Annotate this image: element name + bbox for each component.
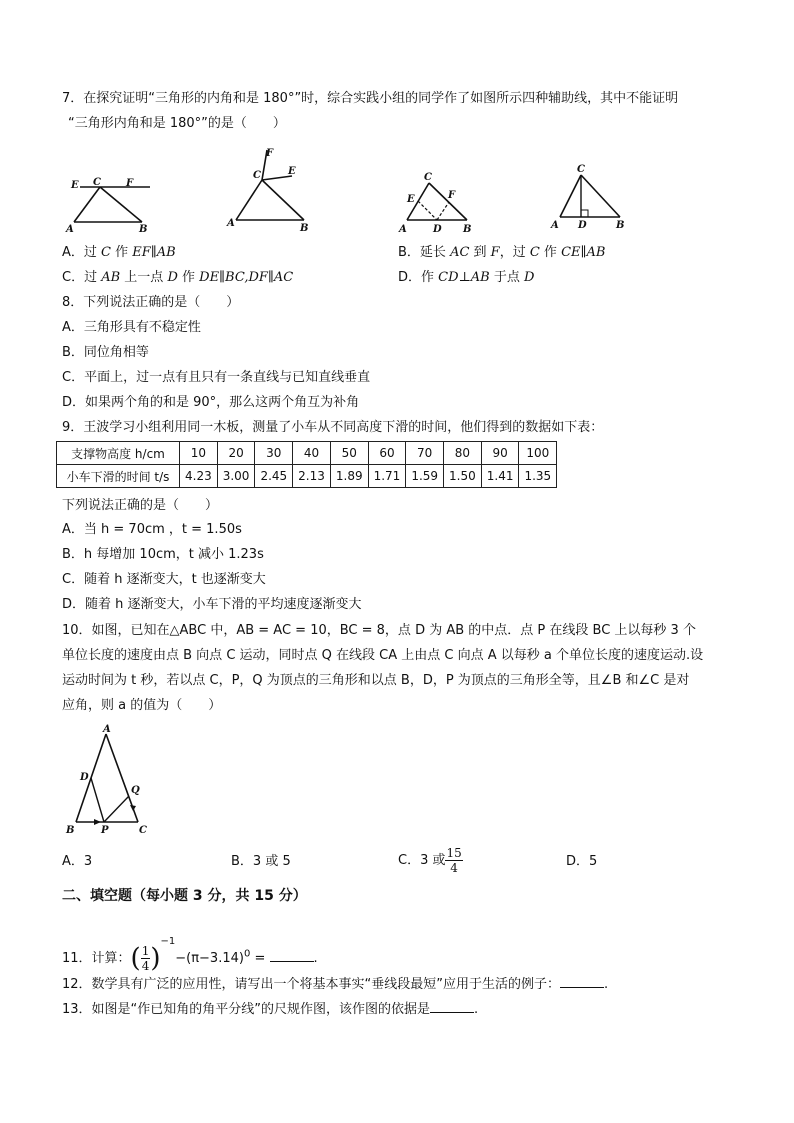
q9-table-row-time (57, 465, 557, 488)
q10-option-a: A．3 (62, 854, 93, 869)
section-2-title: 二、填空题（每小题 3 分，共 15 分） (62, 888, 307, 904)
q9-height-cell: 80 (444, 442, 482, 465)
fig3-label-c: C (424, 172, 432, 183)
q10-label-q: Q (131, 785, 140, 796)
fig1-label-c: C (93, 177, 101, 188)
q12-text: 12．数学具有广泛的应用性，请写出一个将基本事实“垂线段最短”应用于生活的例子： . (62, 977, 609, 992)
q7-option-d: D．作 CD⊥AB 于点 D (398, 270, 535, 285)
q9-stem: 9．王波学习小组利用同一木板，测量了小车从不同高度下滑的时间，他们得到的数据如下表： (62, 420, 604, 435)
q9-option-c: C．随着 h 逐渐变大，t 也逐渐变大 (62, 572, 266, 587)
q9-time-cell: 1.50 (444, 465, 482, 488)
fig2-label-f: F (266, 148, 274, 159)
fig4-label-d: D (578, 220, 587, 231)
q8-option-d: D．如果两个角的和是 90°，那么这两个角互为补角 (62, 395, 360, 410)
q9-time-cell: 1.59 (406, 465, 444, 488)
q10-option-b: B．3 或 5 (231, 854, 291, 869)
q10-option-c: C．3 或 $\frac{15}{4}$ (398, 846, 462, 875)
q7-stem-line2: “三角形内角和是 180°”的是（ ） (68, 116, 286, 131)
fig1-label-e: E (71, 180, 79, 191)
q13-text: 13．如图是“作已知角的角平分线”的尺规作图，该作图的依据是 . (62, 1002, 479, 1017)
q9-time-cell: 1.41 (481, 465, 519, 488)
q9-height-cell: 60 (368, 442, 406, 465)
q10-label-p: P (101, 825, 109, 836)
q8-option-c: C．平面上，过一点有且只有一条直线与已知直线垂直 (62, 370, 371, 385)
q10-label-a: A (103, 724, 111, 735)
q9-time-cell: 3.00 (217, 465, 255, 488)
q9-option-a: A．当 h = 70cm ，t = 1.50s (62, 522, 242, 537)
q7-figure-4 (548, 160, 633, 240)
fig3-label-e: E (407, 194, 415, 205)
q10-label-b: B (66, 825, 75, 836)
q9-time-cell: 1.71 (368, 465, 406, 488)
q7-option-b: B．延长 AC 到 F，过 C 作 CE∥AB (398, 245, 606, 260)
q9-height-cell: 50 (330, 442, 368, 465)
fig3-label-d: D (433, 224, 442, 235)
fig3-label-b: B (463, 224, 472, 235)
q11-fraction: $\frac{1}{4}$ (141, 944, 150, 973)
fig2-label-c: C (253, 170, 261, 181)
q9-height-cell: 100 (519, 442, 557, 465)
q10-label-d: D (80, 772, 89, 783)
q9-time-cell: 2.45 (255, 465, 293, 488)
fig4-label-a: A (551, 220, 559, 231)
q7-option-a: A．过 C 作 EF∥AB (62, 245, 176, 260)
q8-option-b: B．同位角相等 (62, 345, 149, 360)
q10-triangle-figure (62, 720, 162, 838)
q10-option-d: D．5 (566, 854, 598, 869)
q9-height-cell: 20 (217, 442, 255, 465)
q9-table-row-height (57, 442, 557, 465)
fig2-label-b: B (300, 223, 309, 234)
q8-option-a: A．三角形具有不稳定性 (62, 320, 201, 335)
q11-expression: 11．计算：( $\frac{1}{4}$ )$^{-1}-(\pi-3.14)^0$ = . (62, 936, 318, 974)
q9-height-cell: 90 (481, 442, 519, 465)
q10-option-c-fraction: $\frac{15}{4}$ (446, 846, 462, 875)
q9-height-cell: 30 (255, 442, 293, 465)
q12-answer-blank (560, 975, 604, 988)
fig4-label-c: C (577, 164, 585, 175)
q9-row2-label: 小车下滑的时间 t/s (57, 465, 180, 488)
q8-stem: 8．下列说法正确的是（ ） (62, 295, 240, 310)
q9-time-cell: 1.89 (330, 465, 368, 488)
fig3-label-a: A (399, 224, 407, 235)
q10-label-c: C (139, 825, 147, 836)
fig1-label-f: F (126, 178, 134, 189)
fig2-label-e: E (288, 166, 296, 177)
q10-line3: 运动时间为 t 秒，若以点 C，P，Q 为顶点的三角形和以点 B，D，P 为顶点的三角形全等，且∠B 和∠C 是对 (62, 673, 690, 688)
q10-line2: 单位长度的速度由点 B 向点 C 运动，同时点 Q 在线段 CA 上由点 C 向点 A 以每秒 a 个单位长度的速度运动.设 (62, 648, 704, 663)
fig3-label-f: F (448, 190, 456, 201)
q7-option-c: C．过 AB 上一点 D 作 DE∥BC,DF∥AC (62, 270, 294, 285)
q9-row1-label: 支撑物高度 h/cm (57, 442, 180, 465)
q7-figure-3 (393, 165, 483, 240)
q9-option-d: D．随着 h 逐渐变大，小车下滑的平均速度逐渐变大 (62, 597, 362, 612)
q7-figure-2 (222, 140, 322, 240)
q10-line1: 10．如图，已知在△ABC 中，AB = AC = 10，BC = 8，点 D 为 AB 的中点．点 P 在线段 BC 上以每秒 3 个 (62, 623, 696, 638)
fig4-label-b: B (616, 220, 625, 231)
fig1-label-b: B (139, 224, 148, 235)
q9-time-cell: 2.13 (293, 465, 331, 488)
q9-option-b: B．h 每增加 10cm，t 减小 1.23s (62, 547, 264, 562)
q9-data-table (56, 441, 557, 488)
q9-height-cell: 70 (406, 442, 444, 465)
fig1-label-a: A (66, 224, 74, 235)
q10-line4: 应角，则 a 的值为（ ） (62, 698, 222, 713)
q13-answer-blank (430, 1000, 474, 1013)
q9-time-cell: 4.23 (180, 465, 218, 488)
q7-stem-line1: 7．在探究证明“三角形的内角和是 180°”时，综合实践小组的同学作了如图所示四种辅助线，其中不能证明 (62, 91, 679, 106)
q9-height-cell: 10 (180, 442, 218, 465)
q9-time-cell: 1.35 (519, 465, 557, 488)
q9-question: 下列说法正确的是（ ） (62, 498, 219, 513)
q7-figure-1 (62, 150, 162, 240)
fig2-label-a: A (227, 218, 235, 229)
q9-height-cell: 40 (293, 442, 331, 465)
q11-answer-blank (270, 949, 314, 962)
